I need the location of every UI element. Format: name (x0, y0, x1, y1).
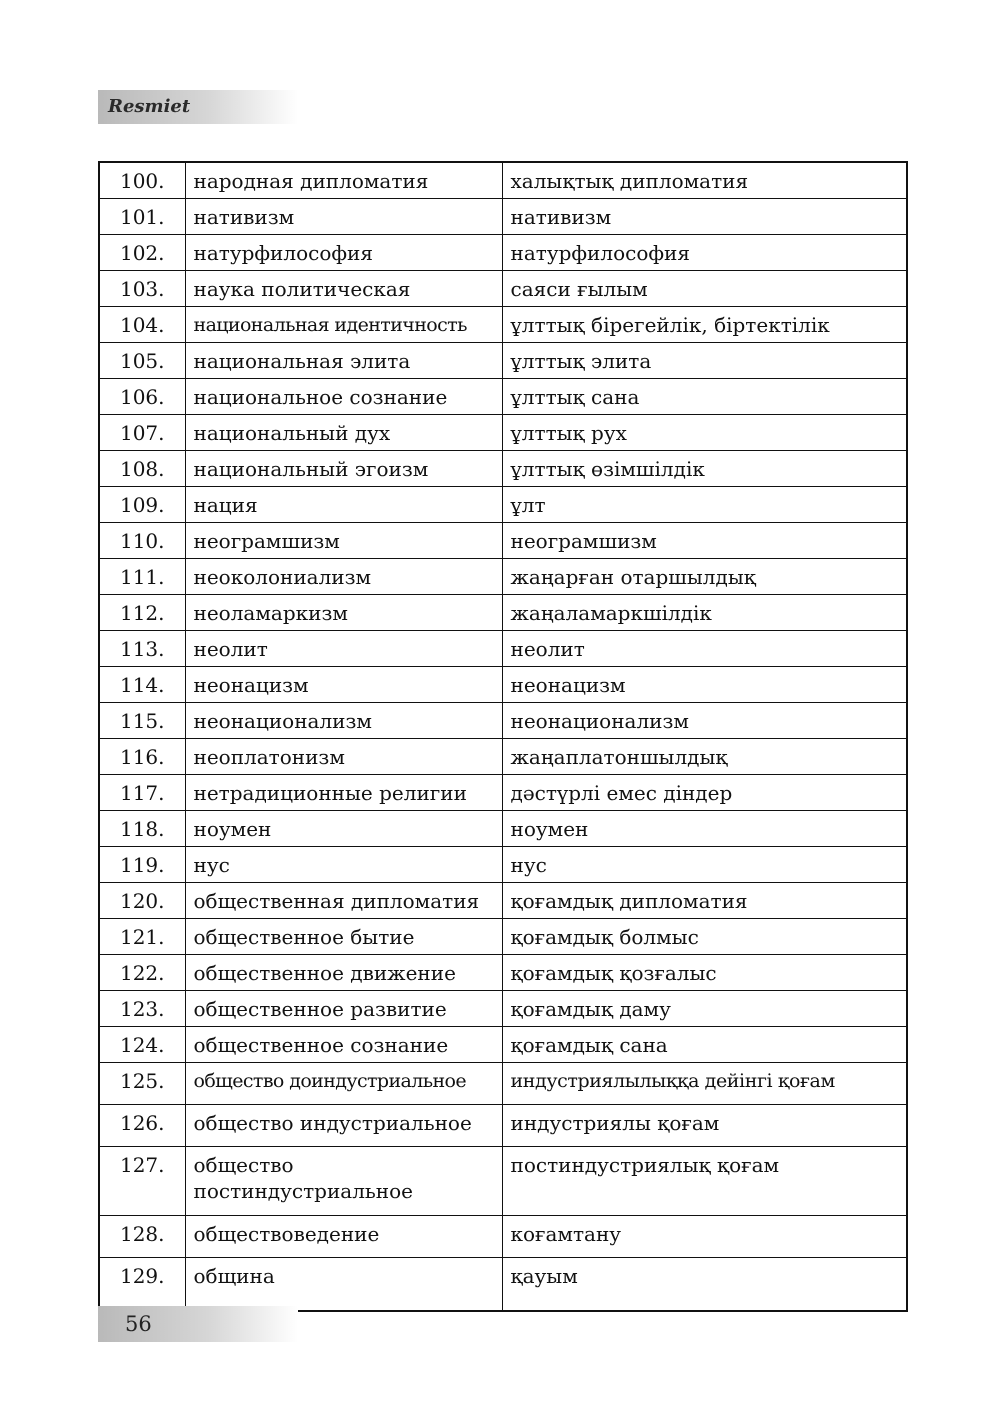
term-kazakh: ноумен (502, 811, 907, 847)
term-russian: национальный дух (185, 415, 502, 451)
table-row (99, 775, 907, 811)
table-row (99, 487, 907, 523)
term-russian: нус (185, 847, 502, 883)
term-number: 105. (99, 343, 185, 379)
table-row (99, 235, 907, 271)
table-row (99, 199, 907, 235)
table-row (99, 307, 907, 343)
table-row (99, 379, 907, 415)
term-kazakh: қауым (502, 1258, 907, 1312)
term-number: 116. (99, 739, 185, 775)
term-kazakh: жаңаламаркшілдік (502, 595, 907, 631)
term-kazakh: дәстүрлі емес діндер (502, 775, 907, 811)
table-row (99, 595, 907, 631)
term-kazakh: нус (502, 847, 907, 883)
term-kazakh: коғамтану (502, 1216, 907, 1258)
term-kazakh: ұлт (502, 487, 907, 523)
term-kazakh: ұлттық өзімшілдік (502, 451, 907, 487)
term-number: 125. (99, 1063, 185, 1105)
term-russian: неонационализм (185, 703, 502, 739)
term-kazakh: қоғамдық болмыс (502, 919, 907, 955)
table-row (99, 1258, 907, 1312)
term-russian: неоколониализм (185, 559, 502, 595)
term-kazakh: қоғамдық дипломатия (502, 883, 907, 919)
term-kazakh: ұлттық элита (502, 343, 907, 379)
table-row (99, 919, 907, 955)
term-kazakh: жаңарған отаршылдық (502, 559, 907, 595)
running-header (98, 90, 298, 124)
table-row (99, 415, 907, 451)
term-kazakh: ұлттық бірегейлік, біртектілік (502, 307, 907, 343)
term-number: 112. (99, 595, 185, 631)
term-number: 110. (99, 523, 185, 559)
term-kazakh: неолит (502, 631, 907, 667)
term-kazakh: қоғамдық сана (502, 1027, 907, 1063)
term-russian: община (185, 1258, 502, 1312)
term-russian: наука политическая (185, 271, 502, 307)
term-russian: нетрадиционные религии (185, 775, 502, 811)
term-kazakh: нативизм (502, 199, 907, 235)
term-kazakh: халықтық дипломатия (502, 162, 907, 199)
term-number: 118. (99, 811, 185, 847)
term-russian: народная дипломатия (185, 162, 502, 199)
term-number: 120. (99, 883, 185, 919)
term-number: 106. (99, 379, 185, 415)
page-number: 56 (125, 1312, 152, 1336)
table-row (99, 162, 907, 199)
term-number: 104. (99, 307, 185, 343)
running-header-title: Resmiet (108, 96, 191, 117)
table-row (99, 667, 907, 703)
term-russian: неолит (185, 631, 502, 667)
term-kazakh: неонационализм (502, 703, 907, 739)
term-russian: неонацизм (185, 667, 502, 703)
glossary-table (98, 161, 908, 1312)
term-number: 108. (99, 451, 185, 487)
table-row (99, 1063, 907, 1105)
term-kazakh: постиндустриялық қоғам (502, 1147, 907, 1216)
term-russian: общественное движение (185, 955, 502, 991)
term-kazakh: саяси ғылым (502, 271, 907, 307)
table-row (99, 343, 907, 379)
term-number: 123. (99, 991, 185, 1027)
term-kazakh: индустриялы қоғам (502, 1105, 907, 1147)
term-russian: неоплатонизм (185, 739, 502, 775)
term-russian: общественное сознание (185, 1027, 502, 1063)
table-row (99, 271, 907, 307)
table-row (99, 991, 907, 1027)
term-russian: общественное развитие (185, 991, 502, 1027)
term-number: 126. (99, 1105, 185, 1147)
term-number: 107. (99, 415, 185, 451)
term-russian: общество постиндустриальное (185, 1147, 502, 1216)
term-russian: общественная дипломатия (185, 883, 502, 919)
term-kazakh: қоғамдық даму (502, 991, 907, 1027)
term-kazakh: ұлттық сана (502, 379, 907, 415)
term-russian: обществоведение (185, 1216, 502, 1258)
term-kazakh: жаңаплатоншылдық (502, 739, 907, 775)
table-row (99, 703, 907, 739)
term-russian: неоламаркизм (185, 595, 502, 631)
page-footer (98, 1306, 298, 1342)
term-russian: национальное сознание (185, 379, 502, 415)
term-russian: общество доиндустриальное (185, 1063, 502, 1105)
table-row (99, 451, 907, 487)
term-russian: общество индустриальное (185, 1105, 502, 1147)
term-number: 119. (99, 847, 185, 883)
table-row (99, 631, 907, 667)
term-number: 124. (99, 1027, 185, 1063)
term-number: 122. (99, 955, 185, 991)
table-row (99, 523, 907, 559)
term-russian: национальная идентичность (185, 307, 502, 343)
table-row (99, 883, 907, 919)
term-kazakh: натурфилософия (502, 235, 907, 271)
table-row (99, 739, 907, 775)
table-row (99, 1147, 907, 1216)
table-row (99, 847, 907, 883)
term-number: 113. (99, 631, 185, 667)
term-russian: общественное бытие (185, 919, 502, 955)
term-number: 103. (99, 271, 185, 307)
term-number: 109. (99, 487, 185, 523)
term-number: 100. (99, 162, 185, 199)
term-kazakh: неограмшизм (502, 523, 907, 559)
term-kazakh: ұлттық рух (502, 415, 907, 451)
table-row (99, 1105, 907, 1147)
term-number: 129. (99, 1258, 185, 1312)
term-russian: национальная элита (185, 343, 502, 379)
term-kazakh: индустриялылыққа дейінгі қоғам (502, 1063, 907, 1105)
table-row (99, 1027, 907, 1063)
term-number: 102. (99, 235, 185, 271)
table-row (99, 1216, 907, 1258)
term-russian: натурфилософия (185, 235, 502, 271)
term-russian: неограмшизм (185, 523, 502, 559)
term-kazakh: қоғамдық қозғалыс (502, 955, 907, 991)
table-row (99, 811, 907, 847)
term-russian: нация (185, 487, 502, 523)
term-russian: национальный эгоизм (185, 451, 502, 487)
term-number: 117. (99, 775, 185, 811)
term-number: 127. (99, 1147, 185, 1216)
term-number: 115. (99, 703, 185, 739)
term-kazakh: неонацизм (502, 667, 907, 703)
term-number: 121. (99, 919, 185, 955)
term-russian: ноумен (185, 811, 502, 847)
table-row (99, 559, 907, 595)
term-number: 111. (99, 559, 185, 595)
term-number: 101. (99, 199, 185, 235)
term-number: 114. (99, 667, 185, 703)
table-row (99, 955, 907, 991)
term-number: 128. (99, 1216, 185, 1258)
term-russian: нативизм (185, 199, 502, 235)
